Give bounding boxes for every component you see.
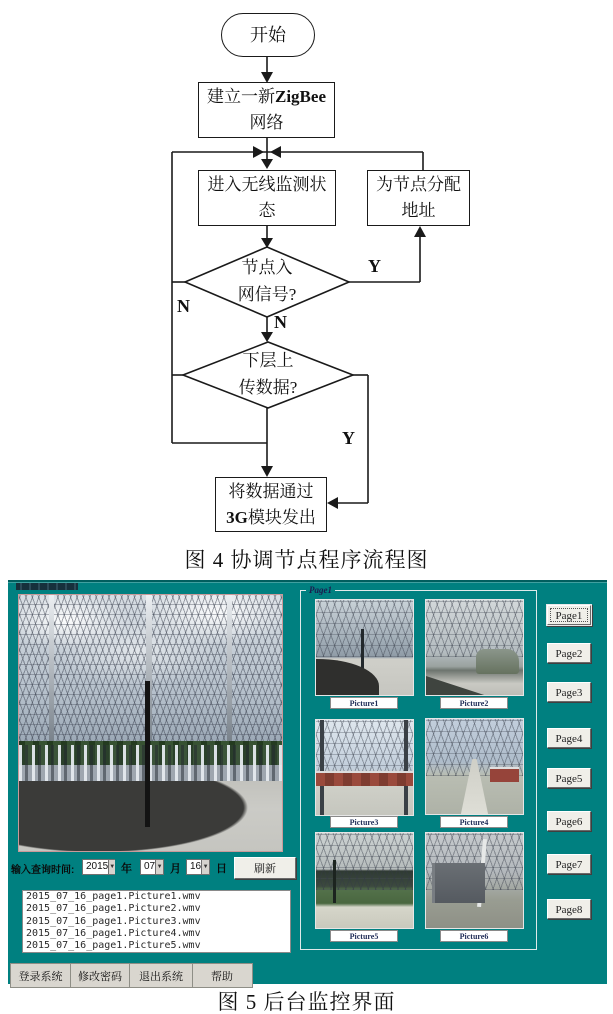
photo-road-gravel	[19, 781, 282, 851]
picture6-label: Picture6	[440, 930, 508, 942]
day-value: 16	[190, 861, 202, 872]
year-unit-label: 年	[121, 863, 132, 875]
photo-equipment-row	[19, 745, 282, 783]
page5-button[interactable]: Page5	[547, 768, 591, 788]
exit-system-button[interactable]: 退出系统	[130, 964, 193, 987]
thumbnail-picture1[interactable]	[315, 599, 414, 696]
photo-center-pole	[145, 681, 150, 827]
upload-data-line1: 下层上	[242, 351, 294, 370]
create-network-text	[207, 84, 326, 136]
create-network-cn: 建立一新	[207, 87, 275, 106]
photo-detail	[320, 720, 324, 815]
upload-data-diamond-text	[210, 347, 326, 401]
send-3g-text	[226, 479, 316, 531]
page-group-label: Page1	[306, 585, 335, 595]
send-3g-en: 3G	[226, 507, 248, 527]
figure5-caption: 图 5 后台监控界面	[217, 990, 396, 1014]
flowchart-start-node	[221, 13, 315, 57]
page2-button[interactable]: Page2	[547, 643, 591, 663]
file-list-item[interactable]: 2015_07_16_page1.Picture4.wmv	[26, 927, 201, 939]
photo-detail	[426, 676, 484, 695]
page7-button[interactable]: Page7	[547, 854, 591, 874]
thumbnail-picture2[interactable]	[425, 599, 524, 696]
flowchart-box-send-3g	[215, 477, 327, 532]
file-list[interactable]	[22, 890, 291, 953]
start-label: 开始	[250, 25, 286, 45]
bottom-toolbar	[10, 963, 253, 988]
figure4-caption: 图 4 协调节点程序流程图	[184, 548, 429, 572]
dropdown-arrow-icon[interactable]: ▼	[201, 860, 209, 874]
refresh-button[interactable]: 刷新	[234, 857, 296, 879]
page1-button[interactable]: Page1	[547, 605, 591, 625]
main-camera-view	[18, 594, 283, 852]
file-list-item[interactable]: 2015_07_16_page1.Picture3.wmv	[26, 915, 201, 927]
picture1-label: Picture1	[330, 697, 398, 709]
photo-tower	[49, 595, 54, 745]
flowchart-box-create-network	[198, 82, 335, 138]
flowchart-box-monitor-state	[198, 170, 336, 226]
thumbnail-picture4[interactable]	[425, 718, 524, 815]
thumbnail-picture5[interactable]	[315, 832, 414, 929]
picture2-label: Picture2	[440, 697, 508, 709]
upload-data-line2: 传数据?	[238, 378, 298, 397]
join-signal-line1: 节点入	[241, 258, 293, 277]
monitor-state-text: 进入无线监测状态	[207, 175, 327, 220]
page4-button[interactable]: Page4	[547, 728, 591, 748]
file-list-item[interactable]: 2015_07_16_page1.Picture2.wmv	[26, 903, 201, 915]
monitor-window	[8, 580, 607, 984]
thumbnail-picture3[interactable]	[315, 719, 414, 816]
create-network-en: ZigBee	[275, 87, 326, 106]
picture5-label: Picture5	[330, 930, 398, 942]
send-3g-line1: 将数据通过	[228, 481, 314, 501]
dropdown-arrow-icon[interactable]: ▼	[155, 860, 163, 874]
year-select[interactable]	[82, 859, 115, 875]
branch-label-yes-1: Y	[368, 256, 381, 276]
page3-button[interactable]: Page3	[547, 682, 591, 702]
photo-detail	[333, 860, 336, 904]
file-list-item[interactable]: 2015_07_16_page1.Picture5.wmv	[26, 940, 201, 952]
assign-address-text: 为节点分配地址	[376, 175, 461, 220]
login-system-button[interactable]: 登录系统	[11, 964, 71, 987]
month-unit-label: 月	[170, 863, 181, 875]
change-password-button[interactable]: 修改密码	[71, 964, 130, 987]
branch-label-no-left: N	[177, 296, 190, 316]
month-select[interactable]	[140, 859, 164, 875]
join-signal-diamond-text	[209, 254, 325, 308]
file-list-item[interactable]: 2015_07_16_page1.Picture1.wmv	[26, 891, 201, 902]
flowchart-box-assign-address	[367, 170, 470, 226]
year-value: 2015	[86, 861, 109, 872]
send-3g-cn: 模块发出	[247, 507, 316, 527]
day-select[interactable]	[186, 859, 210, 875]
day-unit-label: 日	[216, 863, 227, 875]
thumbnail-picture6[interactable]	[425, 832, 524, 929]
help-button[interactable]: 帮助	[211, 970, 233, 983]
join-signal-line2: 网信号?	[237, 285, 297, 304]
photo-detail	[361, 629, 364, 675]
branch-label-yes-2: Y	[342, 428, 355, 448]
photo-tower	[227, 595, 232, 745]
branch-label-no-center: N	[274, 312, 287, 332]
photo-detail	[490, 767, 519, 782]
photo-detail	[477, 839, 487, 907]
picture3-label: Picture3	[330, 816, 398, 828]
window-title-text	[16, 583, 78, 590]
month-value: 07	[144, 861, 156, 872]
page6-button[interactable]: Page6	[547, 811, 591, 831]
create-network-line2: 网络	[249, 113, 284, 132]
picture4-label: Picture4	[440, 816, 508, 828]
query-time-label: 输入查询时间:	[11, 865, 75, 876]
page8-button[interactable]: Page8	[547, 899, 591, 919]
dropdown-arrow-icon[interactable]: ▼	[108, 860, 115, 874]
